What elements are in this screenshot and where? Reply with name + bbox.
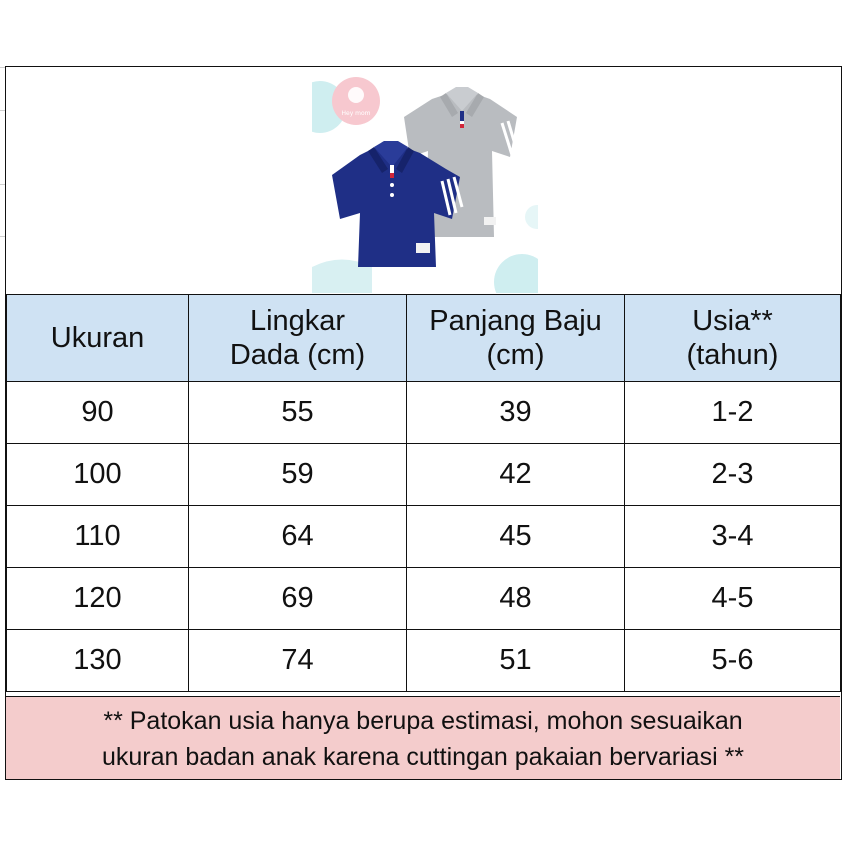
table-row xyxy=(7,382,841,444)
table-row xyxy=(7,568,841,630)
table-cell: 4-5 xyxy=(625,568,841,630)
table-row xyxy=(7,630,841,692)
header-label: (tahun) xyxy=(686,339,779,371)
header-label: Usia** xyxy=(692,305,773,337)
header-label: Panjang Baju xyxy=(429,305,602,337)
header-label: Dada (cm) xyxy=(229,339,366,371)
note-line: ** Patokan usia hanya berupa estimasi, mohon sesuaikan xyxy=(103,707,743,735)
header-label: (cm) xyxy=(486,339,545,371)
brand-logo-text: Hey mom xyxy=(341,110,371,117)
header-lingkar-dada xyxy=(189,295,407,382)
table-cell: 2-3 xyxy=(625,444,841,506)
header-label: Ukuran xyxy=(50,322,145,354)
table-cell: 55 xyxy=(189,382,407,444)
header-usia xyxy=(625,295,841,382)
table-cell: 48 xyxy=(407,568,625,630)
table-header-row xyxy=(7,295,841,382)
product-photo-row xyxy=(6,67,841,295)
table-cell: 74 xyxy=(189,630,407,692)
table-cell: 5-6 xyxy=(625,630,841,692)
table-cell: 64 xyxy=(189,506,407,568)
table-cell: 90 xyxy=(7,382,189,444)
table-cell: 130 xyxy=(7,630,189,692)
table-cell: 39 xyxy=(407,382,625,444)
product-photo xyxy=(312,67,538,293)
size-chart-sheet xyxy=(5,66,842,780)
header-ukuran xyxy=(7,295,189,382)
table-cell: 59 xyxy=(189,444,407,506)
note-line: ukuran badan anak karena cuttingan pakaian bervariasi ** xyxy=(101,743,745,771)
table-cell: 1-2 xyxy=(625,382,841,444)
table-cell: 42 xyxy=(407,444,625,506)
table-cell: 3-4 xyxy=(625,506,841,568)
size-table xyxy=(6,294,841,692)
header-panjang-baju xyxy=(407,295,625,382)
header-label: Lingkar xyxy=(249,305,346,337)
table-cell: 51 xyxy=(407,630,625,692)
table-cell: 100 xyxy=(7,444,189,506)
polo-shirts-illustration xyxy=(312,67,538,293)
age-estimate-note xyxy=(6,696,840,779)
table-cell: 120 xyxy=(7,568,189,630)
table-cell: 45 xyxy=(407,506,625,568)
table-row xyxy=(7,506,841,568)
table-cell: 110 xyxy=(7,506,189,568)
table-row xyxy=(7,444,841,506)
brand-logo xyxy=(332,77,380,125)
table-cell: 69 xyxy=(189,568,407,630)
